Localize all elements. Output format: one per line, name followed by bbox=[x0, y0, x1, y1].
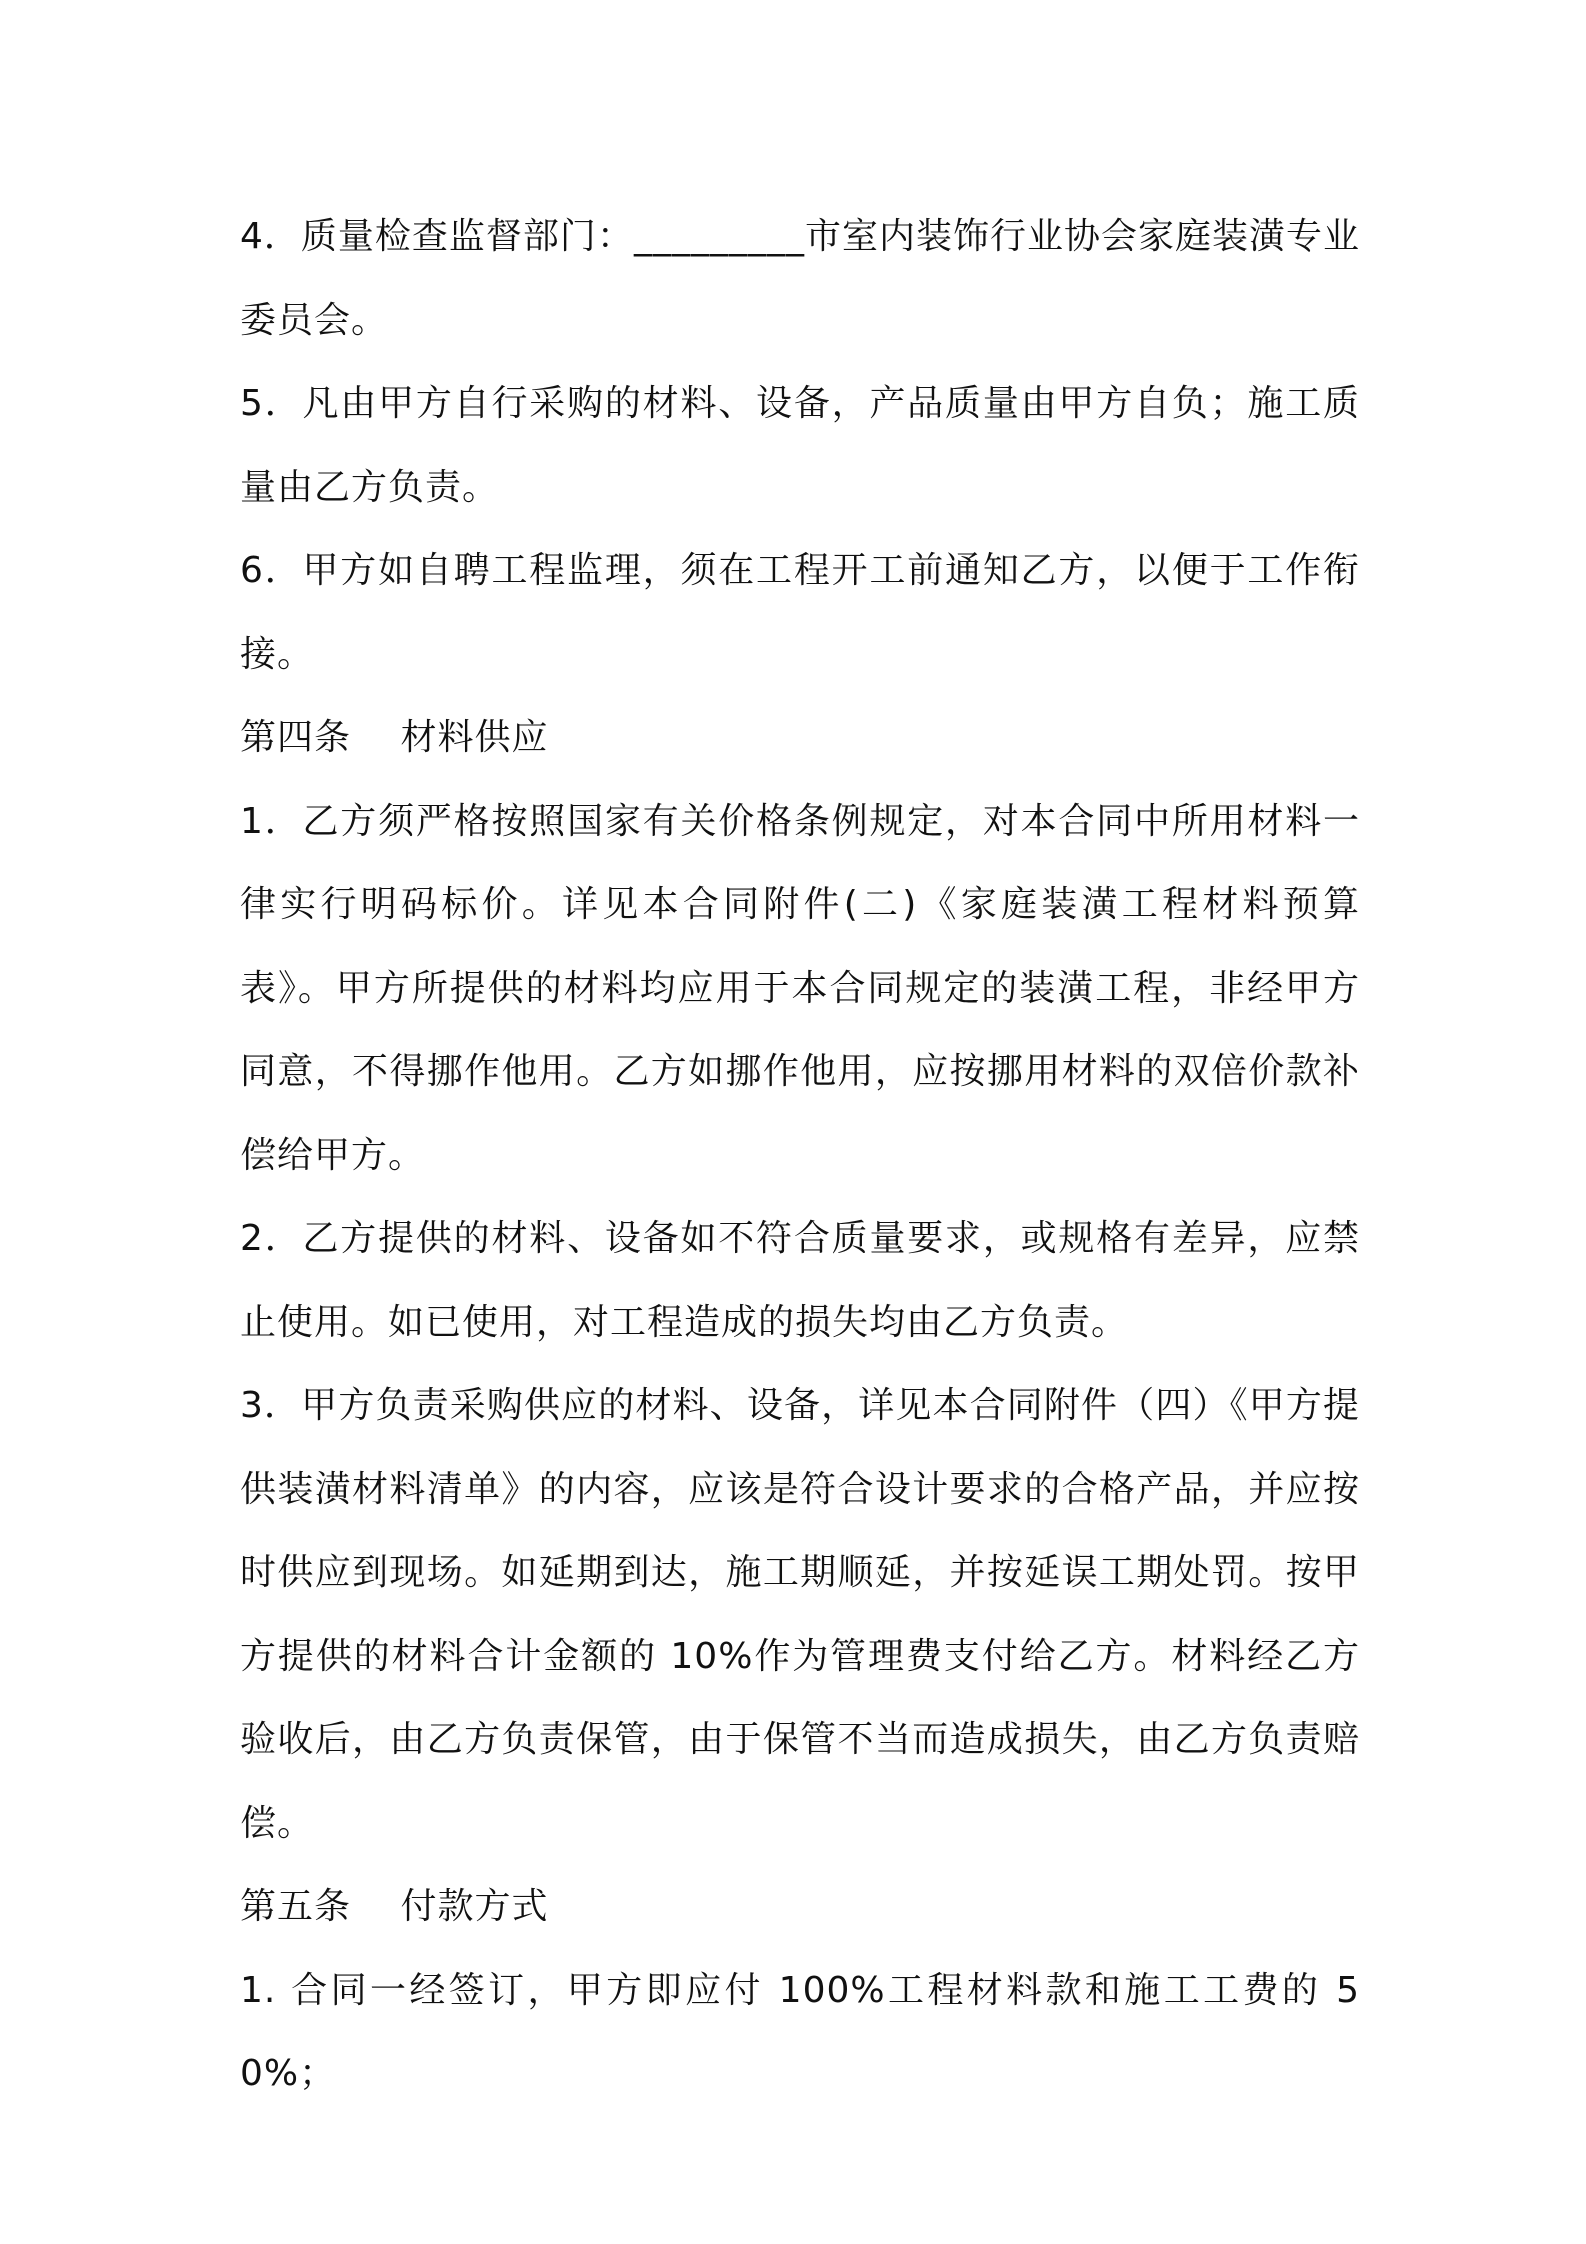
clause-4-item-3: 3．甲方负责采购供应的材料、设备，详见本合同附件（四）《甲方提供装潢材料清单》的内容，应该是符合设计要求的合格产品，并应按时供应到现场。如延期到达，施工期顺延，并按延误工期处罚。按甲方提供的材料合计金额的 10%作为管理费支付给乙方。材料经乙方验收后，由乙方负责保管，由于保管不当而造成损失，由乙方负责赔偿。 bbox=[240, 1385, 1360, 1844]
document-body bbox=[240, 195, 1360, 2116]
clause-3-item-6: 6．甲方如自聘工程监理，须在工程开工前通知乙方，以便于工作衔接。 bbox=[240, 550, 1360, 675]
clause-3-item-5: 5．凡由甲方自行采购的材料、设备，产品质量由甲方自负；施工质量由乙方负责。 bbox=[240, 383, 1360, 508]
clause-4-item-1: 1．乙方须严格按照国家有关价格条例规定，对本合同中所用材料一律实行明码标价。详见本合同附件(二)《家庭装潢工程材料预算表》。甲方所提供的材料均应用于本合同规定的装潢工程，非经甲方同意，不得挪作他用。乙方如挪作他用，应按挪用材料的双倍价款补偿给甲方。 bbox=[240, 800, 1360, 1176]
article-4-heading: 第四条 材料供应 bbox=[240, 717, 549, 758]
clause-4-item-2: 2．乙方提供的材料、设备如不符合质量要求，或规格有差异，应禁止使用。如已使用，对工程造成的损失均由乙方负责。 bbox=[240, 1218, 1360, 1343]
article-5-heading: 第五条 付款方式 bbox=[240, 1886, 549, 1927]
clause-3-item-4: 4．质量检查监督部门：_________市室内装饰行业协会家庭装潢专业委员会。 bbox=[240, 216, 1360, 341]
clause-5-item-1: 1. 合同一经签订，甲方即应付 100%工程材料款和施工工费的 50%； bbox=[240, 1969, 1360, 2094]
